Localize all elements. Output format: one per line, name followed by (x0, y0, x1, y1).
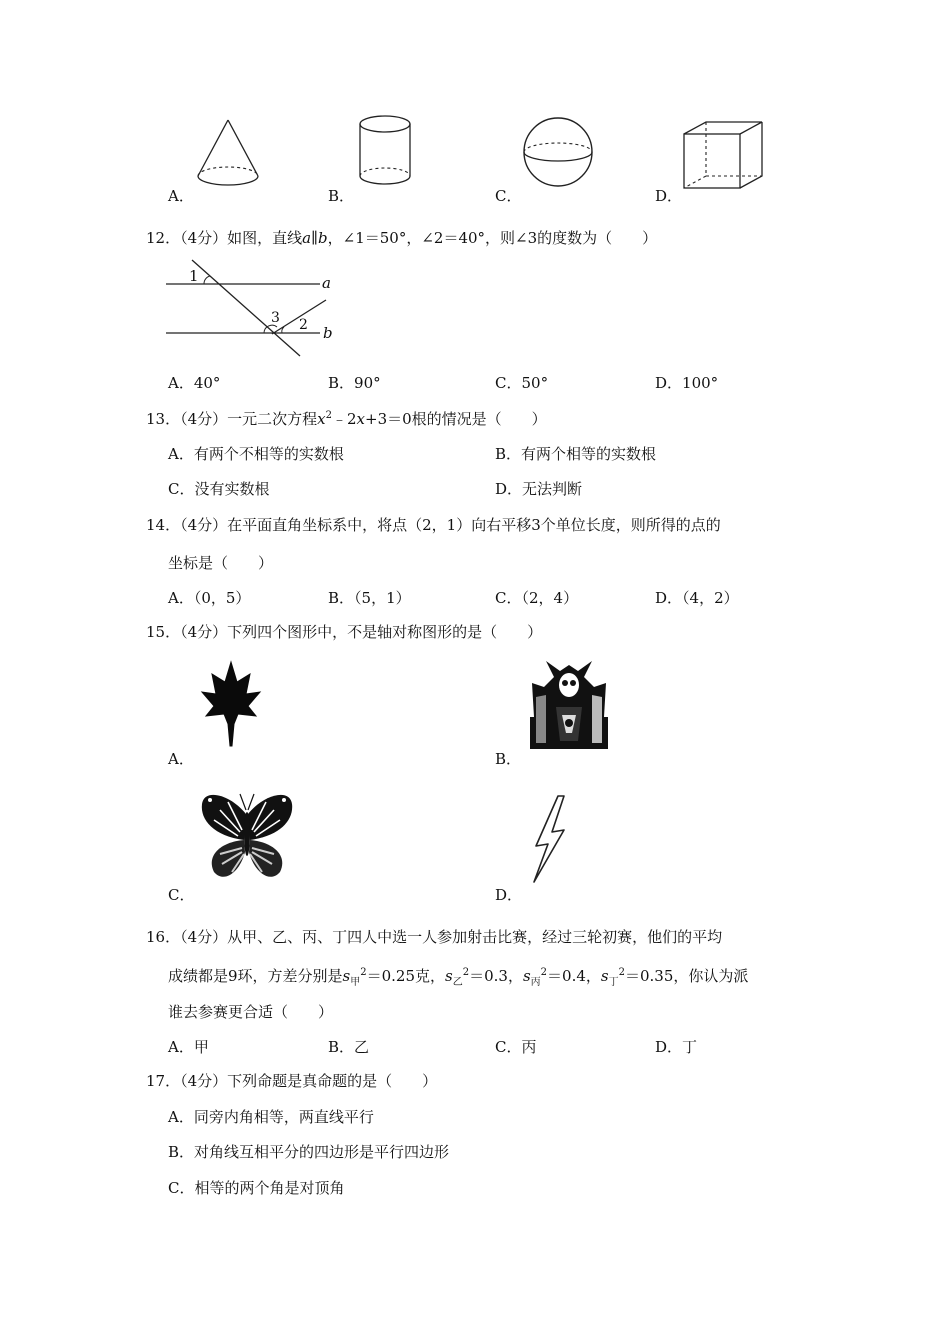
q11-option-d: D． (655, 187, 683, 205)
line-b-label: b (323, 324, 333, 342)
q17-option-b: B．对角线互相平分的四边形是平行四边形 (168, 1143, 450, 1161)
q11-option-b: B． (328, 187, 355, 205)
q16-option-a: A．甲 (168, 1038, 209, 1056)
q14-option-a: A．（0，5） (168, 589, 251, 607)
cube-figure (682, 120, 766, 192)
q14-option-b: B．（5，1） (328, 589, 411, 607)
q12-option-c: C．50° (495, 374, 549, 392)
q13-option-d: D．无法判断 (495, 480, 583, 498)
angle-1-label: 1 (189, 267, 199, 285)
q17-option-a: A．同旁内角相等，两直线平行 (168, 1108, 374, 1126)
cylinder-figure (355, 114, 419, 188)
leaf-figure (200, 660, 262, 750)
q17-option-c: C．相等的两个角是对顶角 (168, 1179, 345, 1197)
q16-stem-line1: 16．（4分）从甲、乙、丙、丁四人中选一人参加射击比赛，经过三轮初赛，他们的平均 (146, 928, 723, 946)
q12-stem: 12．（4分）如图，直线a∥b，∠1＝50°，∠2＝40°，则∠3的度数为（ ） (146, 229, 658, 247)
q13-option-b: B．有两个相等的实数根 (495, 445, 657, 463)
q11-option-c: C． (495, 187, 522, 205)
q14-option-d: D．（4，2） (655, 589, 739, 607)
q12-option-a: A．40° (168, 374, 221, 392)
cone-figure (190, 118, 270, 190)
q16-option-b: B．乙 (328, 1038, 370, 1056)
q16-option-c: C．丙 (495, 1038, 537, 1056)
angle-2-label: 2 (299, 317, 308, 333)
q17-stem: 17．（4分）下列命题是真命题的是（ ） (146, 1072, 438, 1090)
q13-option-a: A．有两个不相等的实数根 (168, 445, 344, 463)
q11-option-a: A． (168, 187, 194, 205)
q13-stem: 13．（4分）一元二次方程$x^2﹣2x+3=0$根的情况是（ ） (146, 410, 547, 428)
q12-option-b: B．90° (328, 374, 381, 392)
q15-option-d: D． (495, 886, 523, 904)
q15-option-a: A． (168, 750, 194, 768)
q15-stem: 15．（4分）下列四个图形中，不是轴对称图形的是（ ） (146, 623, 543, 641)
q15-option-b: B． (495, 750, 522, 768)
q16-stem-line2: 成绩都是9环，方差分别是$s_甲^2=0.25$克，$s_乙^2=0.3$，$s_丙^2=0.4$，$s_丁^2=0.35$，你认为派 (168, 967, 749, 988)
q13-option-c: C．没有实数根 (168, 480, 270, 498)
lightning-figure (528, 794, 570, 884)
angle-3-label: 3 (271, 310, 280, 326)
eagle-emblem-figure (526, 657, 612, 753)
q12-option-d: D．100° (655, 374, 719, 392)
q15-option-c: C． (168, 886, 195, 904)
q16-option-d: D．丁 (655, 1038, 698, 1056)
sphere-figure (520, 114, 596, 190)
q14-option-c: C．（2，4） (495, 589, 579, 607)
q14-stem-line2: 坐标是（ ） (168, 554, 274, 572)
q16-stem-line3: 谁去参赛更合适（ ） (168, 1003, 334, 1021)
q14-stem-line1: 14．（4分）在平面直角坐标系中，将点（2，1）向右平移3个单位长度，则所得的点的 (146, 516, 721, 534)
line-a-label: a (322, 274, 331, 292)
butterfly-figure (200, 790, 294, 884)
